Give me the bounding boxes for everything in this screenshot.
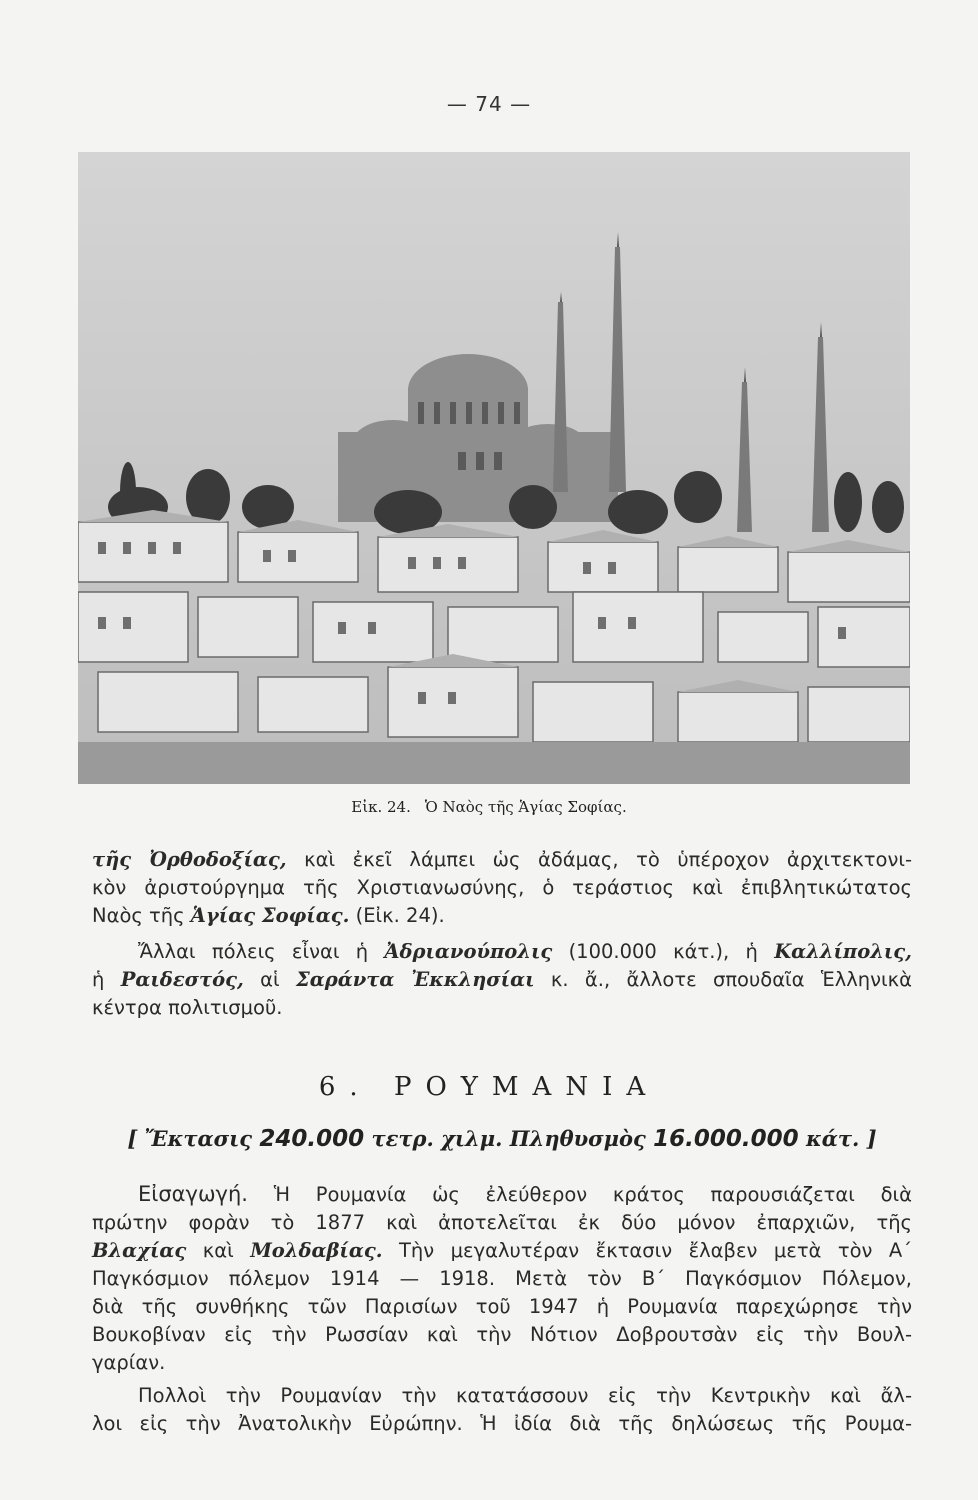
paragraph-2-line-2-rest: κ. ἄ., ἄλλοτε σπουδαῖα Ἑλληνικὰ (534, 968, 912, 991)
paragraph-3-line-1-rest: Ἡ Ρουμανία ὡς ἐλεύθερον κράτος παρουσιάζεται διὰ (247, 1183, 912, 1206)
term-hagia-sophia: Ἁγίας Σοφίας. (190, 904, 350, 927)
paragraph-1-line-2: κὸν ἀριστούργημα τῆς Χριστιανωσύνης, ὁ τεράστιος καὶ ἐπιβλητικώτατος (92, 876, 912, 899)
paragraph-3 (92, 1180, 912, 1377)
term-adrianople: Ἀδριανούπολις (384, 940, 553, 963)
paragraph-4 (92, 1382, 912, 1438)
photograph-hagia-sophia (78, 152, 910, 784)
paragraph-2-line-3: κέντρα πολιτισμοῦ. (92, 996, 283, 1019)
paragraph-3-line-2: πρώτην φορὰν τὸ 1877 καὶ ἀποτελεῖται ἐκ δύο μόνον ἐπαρχιῶν, τῆς (92, 1211, 912, 1234)
paragraph-1-line-3-rest: (Εἰκ. 24). (349, 904, 445, 927)
paragraph-3-line-6: Βουκοβίναν εἰς τὴν Ρωσσίαν καὶ τὴν Νότιον Δοβρουτσὰν εἰς τὴν Βουλ- (92, 1323, 912, 1346)
stats-population: 16.000.000 (653, 1126, 799, 1152)
stats-close: κάτ. ] (798, 1126, 877, 1151)
paragraph-2-line-2 (92, 966, 912, 994)
country-stats (92, 1126, 912, 1152)
paragraph-2-line-2-pre: ἡ (92, 968, 121, 991)
paragraph-3-line-3-rest: Τὴν μεγαλυτέραν ἔκτασιν ἔλαβεν μετὰ τὸν Α΄ (382, 1239, 912, 1262)
paragraph-2 (92, 938, 912, 1022)
paragraph-1 (92, 846, 912, 930)
paragraph-2-line-1 (92, 938, 912, 966)
paragraph-1-line-1 (92, 846, 912, 874)
stats-open: [ Ἔκτασις (127, 1126, 260, 1151)
paragraph-3-line-4: Παγκόσμιον πόλεμον 1914 — 1918. Μετὰ τὸν Β΄ Παγκόσμιον Πόλεμον, (92, 1267, 912, 1290)
paragraph-3-line-7: γαρίαν. (92, 1351, 166, 1374)
term-wallachia: Βλαχίας (92, 1239, 187, 1262)
section-title: 6. ΡΟΥΜΑΝΙΑ (318, 1072, 660, 1102)
term-gallipoli: Καλλίπολις, (774, 940, 912, 963)
paragraph-2-line-1-pre: Ἄλλαι πόλεις εἶναι ἡ (138, 940, 385, 963)
term-raidestos: Ραιδεστός, (120, 968, 244, 991)
stats-area: 240.000 (259, 1126, 365, 1152)
paragraph-1-line-1-text: καὶ ἐκεῖ λάμπει ὡς ἀδάμας, τὸ ὑπέροχον ἀρχιτεκτονι- (286, 848, 912, 871)
intro-heading: Εἰσαγωγή. (138, 1182, 248, 1206)
term-moldavia: Μολδαβίας. (250, 1239, 383, 1262)
caption-number: Εἰκ. 24. (351, 798, 411, 816)
paragraph-3-line-5: διὰ τῆς συνθήκης τῶν Παρισίων τοῦ 1947 ἡ Ρουμανία παρεχώρησε τὴν (92, 1295, 912, 1318)
term-orthodoxy: τῆς Ὀρθοδοξίας, (92, 848, 287, 871)
page-number: — 74 — (446, 92, 532, 116)
paragraph-2-line-2-mid: αἱ (243, 968, 296, 991)
term-saranta-ekklisies: Σαράντα Ἐκκλησίαι (295, 968, 535, 991)
paragraph-3-line-3-mid: καὶ (186, 1239, 251, 1262)
paragraph-1-line-3-pre: Ναὸς τῆς (92, 904, 191, 927)
caption-text: Ὁ Ναὸς τῆς Ἁγίας Σοφίας. (424, 798, 627, 816)
paragraph-3-line-1 (92, 1180, 912, 1209)
paragraph-4-line-2: λοι εἰς τὴν Ἀνατολικὴν Εὐρώπην. Ἡ ἰδία διὰ τῆς δηλώσεως τῆς Ρουμα- (92, 1412, 912, 1435)
paragraph-3-line-3 (92, 1237, 912, 1265)
paragraph-4-line-1: Πολλοὶ τὴν Ρουμανίαν τὴν κατατάσσουν εἰς τὴν Κεντρικὴν καὶ ἄλ- (138, 1384, 912, 1407)
stats-area-unit: τετρ. χιλμ. Πληθυσμὸς (364, 1126, 654, 1151)
figure-caption (0, 798, 978, 816)
paragraph-2-line-1-mid: (100.000 κάτ.), ἡ (552, 940, 775, 963)
paragraph-1-line-3 (92, 902, 912, 930)
